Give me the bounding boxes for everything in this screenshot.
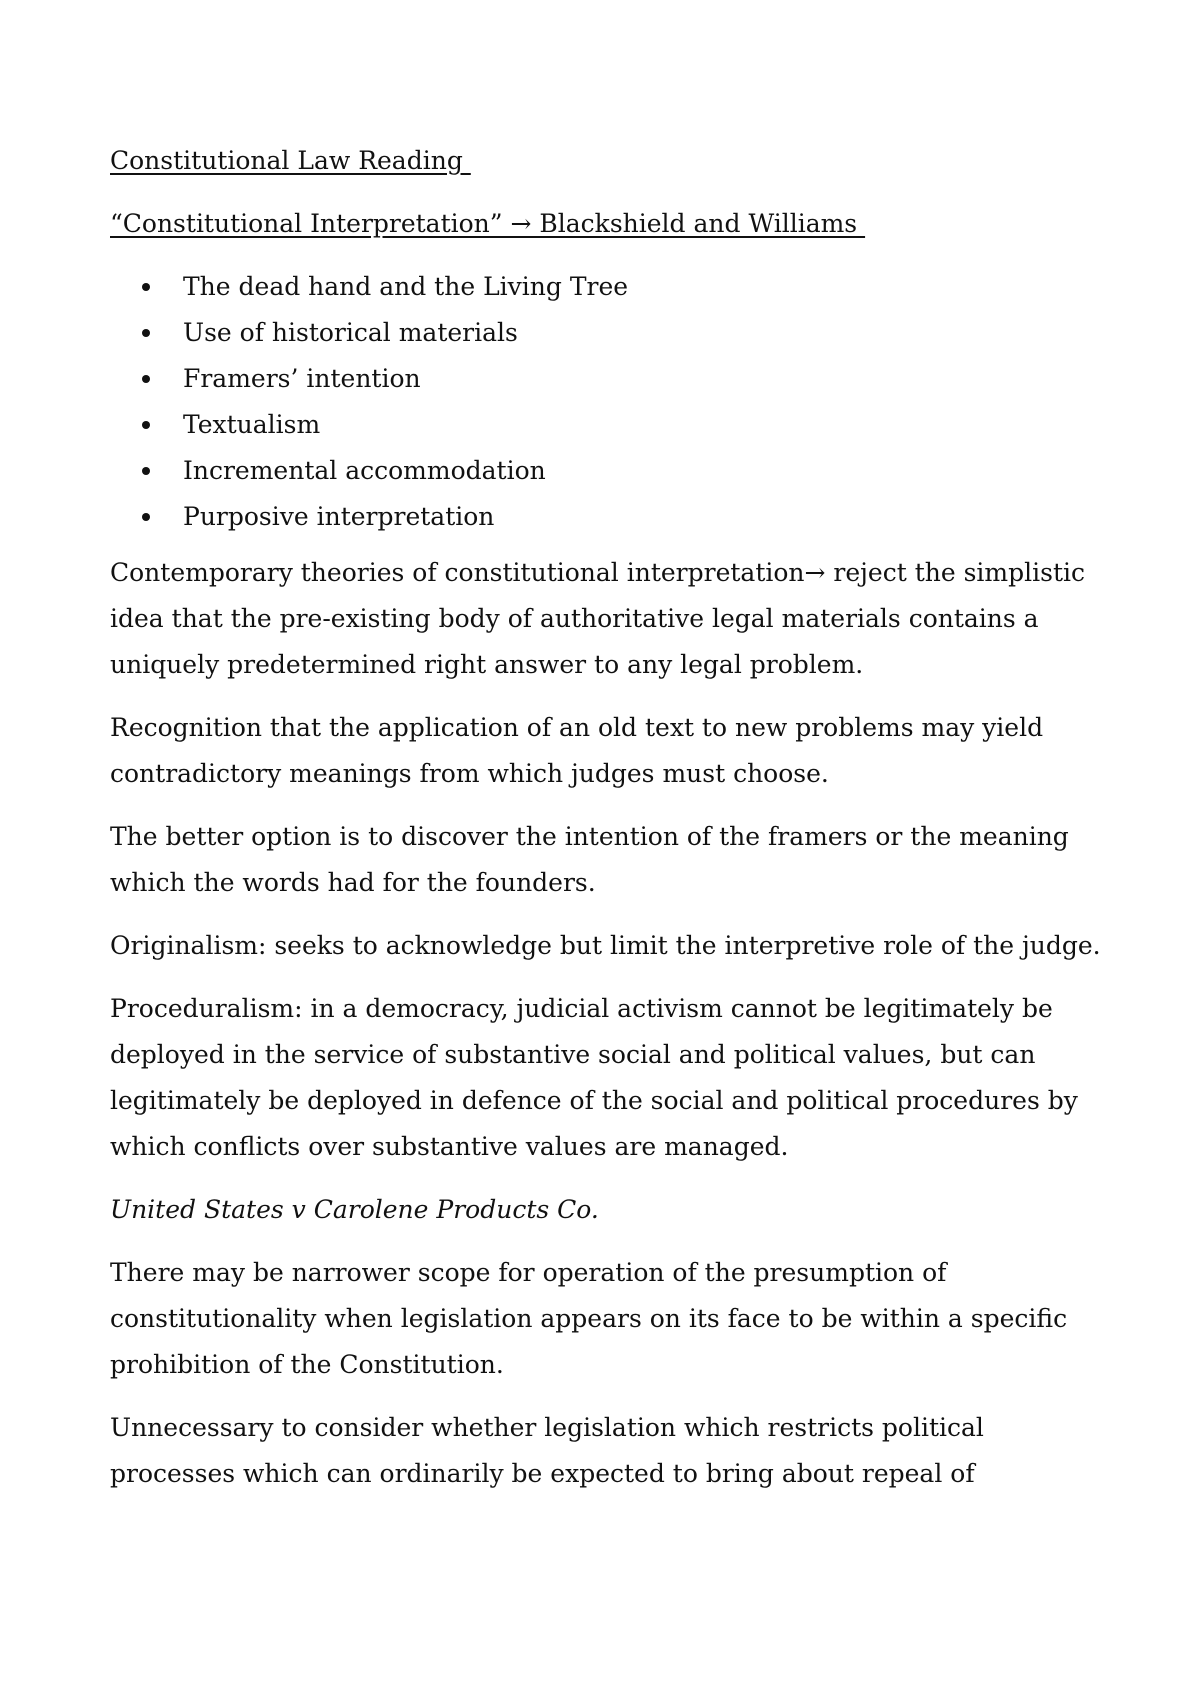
bullet-icon [142,283,150,291]
bullet-icon [142,375,150,383]
list-item-text: Textualism [183,410,321,439]
bullet-icon [142,513,150,521]
list-item [110,402,1110,448]
list-item [110,448,1110,494]
list-item-text: The dead hand and the Living Tree [183,272,629,301]
list-item [110,310,1110,356]
topic-list [110,264,1110,540]
document-content [110,138,1110,1514]
list-item [110,494,1110,540]
paragraph-narrower-scope: There may be narrower scope for operation of the presumption of constitutionality when legislation appears on its face to be within a specific prohibition of the Constitution. [110,1258,1068,1379]
list-item-text: Use of historical materials [183,318,518,347]
paragraph-recognition: Recognition that the application of an old text to new problems may yield contradictory meanings from which judges must choose. [110,713,1044,788]
list-item-text: Incremental accommodation [183,456,546,485]
paragraph-contemporary-theories: Contemporary theories of constitutional interpretation→ reject the simplistic idea that the pre-existing body of authoritative legal materials contains a uniquely predetermined right answer to any legal problem. [110,558,1085,679]
list-item [110,356,1110,402]
paragraph-proceduralism: Proceduralism: in a democracy, judicial activism cannot be legitimately be deployed in the service of substantive social and political values, but can legitimately be deployed in defence of the social and political procedures by which conflicts over substantive values are managed. [110,994,1078,1161]
reading-subtitle: “Constitutional Interpretation” → Blackshield and Williams [110,209,866,238]
list-item-text: Framers’ intention [183,364,421,393]
case-name: United States v Carolene Products Co. [110,1195,599,1224]
bullet-icon [142,329,150,337]
list-item-text: Purposive interpretation [183,502,495,531]
paragraph-originalism: Originalism: seeks to acknowledge but limit the interpretive role of the judge. [110,931,1101,960]
document-title: Constitutional Law Reading [110,146,471,175]
paragraph-unnecessary: Unnecessary to consider whether legislation which restricts political processes which can ordinarily be expected to bring about repeal of [110,1413,984,1488]
bullet-icon [142,421,150,429]
list-item [110,264,1110,310]
bullet-icon [142,467,150,475]
paragraph-better-option: The better option is to discover the intention of the framers or the meaning which the words had for the founders. [110,822,1069,897]
